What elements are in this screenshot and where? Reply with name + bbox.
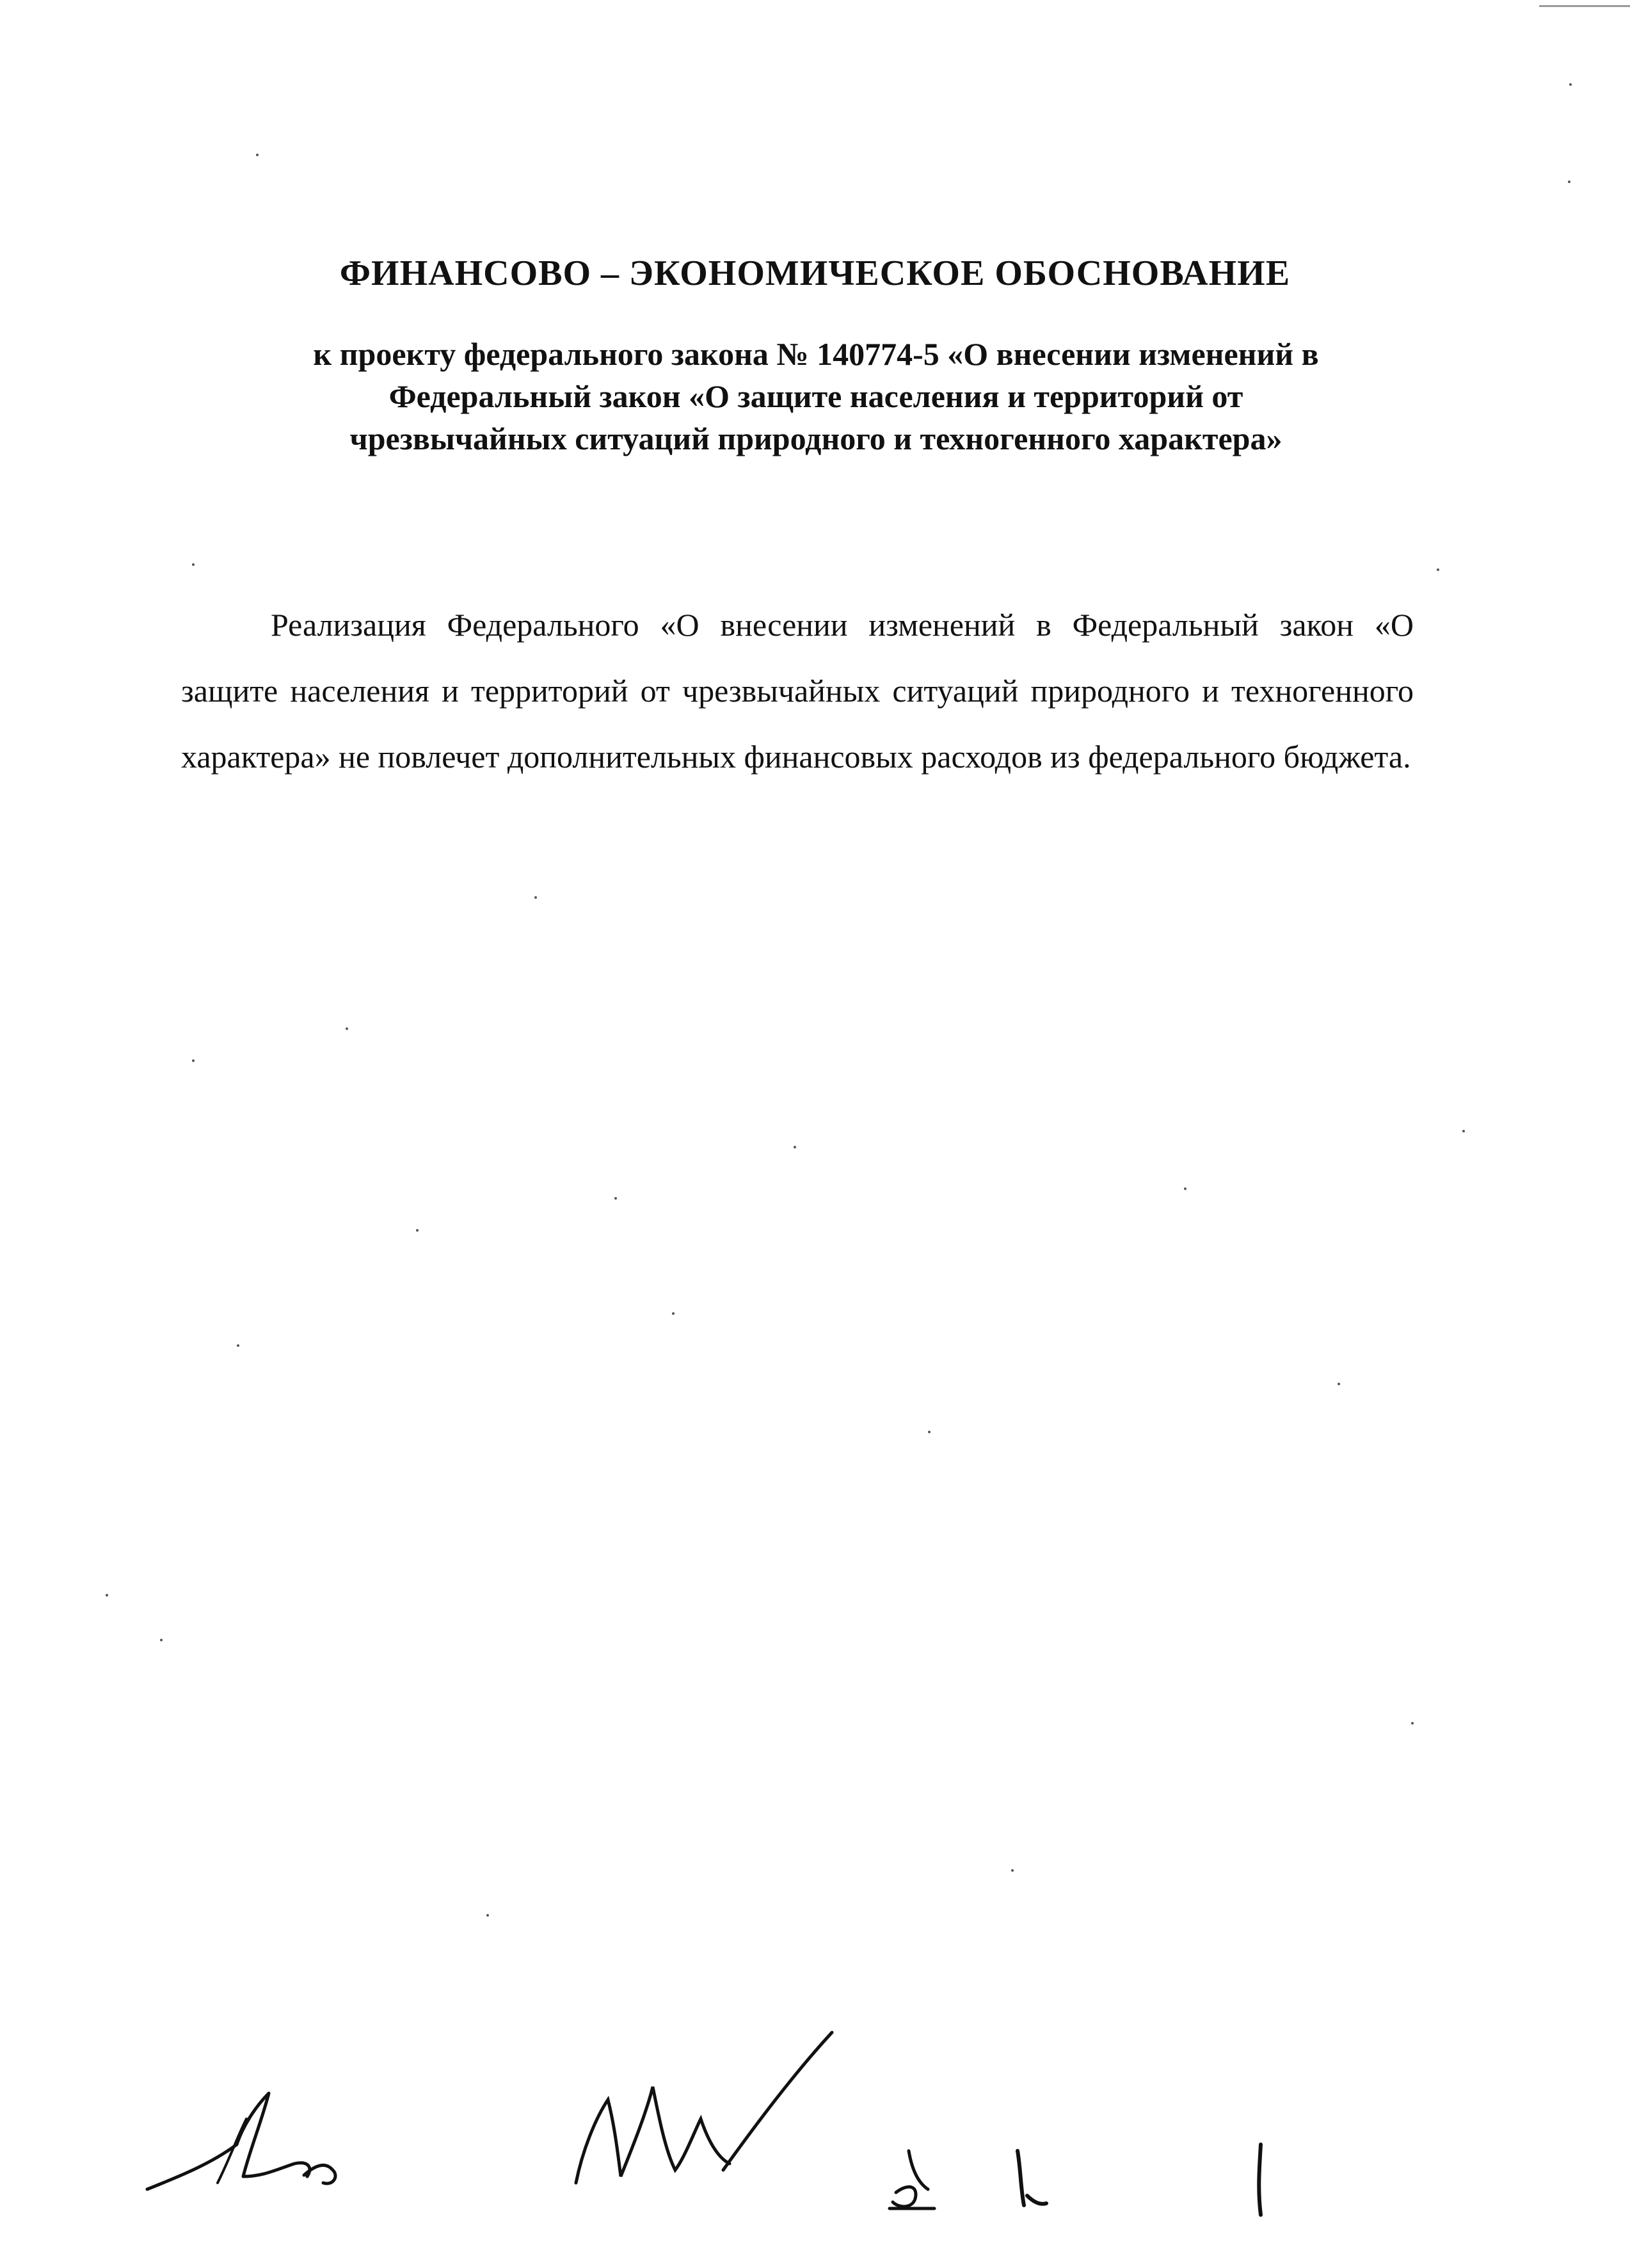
- scan-speck: [192, 563, 195, 566]
- signature-2: [563, 2029, 845, 2202]
- subtitle-line-1: к проекту федерального закона № 140774-5 «О внесении изменений в: [313, 336, 1319, 372]
- scan-speck: [416, 1229, 419, 1232]
- scan-speck: [1437, 568, 1439, 571]
- scan-speck: [1411, 1722, 1414, 1725]
- scan-speck: [534, 896, 537, 899]
- scan-speck: [256, 154, 259, 156]
- scan-speck: [346, 1027, 348, 1030]
- scan-speck: [1011, 1869, 1014, 1872]
- scan-speck: [192, 1059, 195, 1062]
- document-title: ФИНАНСОВО – ЭКОНОМИЧЕСКОЕ ОБОСНОВАНИЕ: [339, 253, 1291, 293]
- scan-speck: [1338, 1383, 1340, 1385]
- subtitle-line-3: чрезвычайных ситуаций природного и техногенного характера»: [349, 421, 1282, 456]
- signature-area: [0, 2016, 1630, 2268]
- body-paragraph: Реализация Федерального «О внесении изменений в Федеральный закон «О защите населения и территорий от чрезвычайных ситуаций природного и техногенного характера» не повлечет дополнительных финансовых расходов из федерального бюджета.: [181, 607, 1414, 775]
- scan-speck: [928, 1431, 931, 1433]
- signature-1: [141, 2080, 352, 2196]
- scan-speck: [237, 1344, 239, 1347]
- scan-speck: [794, 1146, 796, 1148]
- scan-speck: [672, 1312, 675, 1315]
- scan-speck: [160, 1639, 163, 1641]
- signature-5: [1242, 2138, 1280, 2228]
- scan-speck: [106, 1594, 108, 1596]
- scan-speck: [614, 1197, 617, 1200]
- scan-speck: [1568, 181, 1570, 183]
- signature-4: [1005, 2144, 1056, 2215]
- document-subtitle: [192, 333, 1440, 460]
- scan-speck: [1184, 1187, 1187, 1190]
- subtitle-line-2: Федеральный закон «О защите населения и территорий от: [388, 378, 1243, 414]
- scan-speck: [486, 1914, 489, 1917]
- scan-speck: [1462, 1130, 1465, 1132]
- scan-edge-mark: [1539, 5, 1630, 7]
- scan-speck: [1569, 83, 1572, 86]
- signature-3: [883, 2144, 941, 2215]
